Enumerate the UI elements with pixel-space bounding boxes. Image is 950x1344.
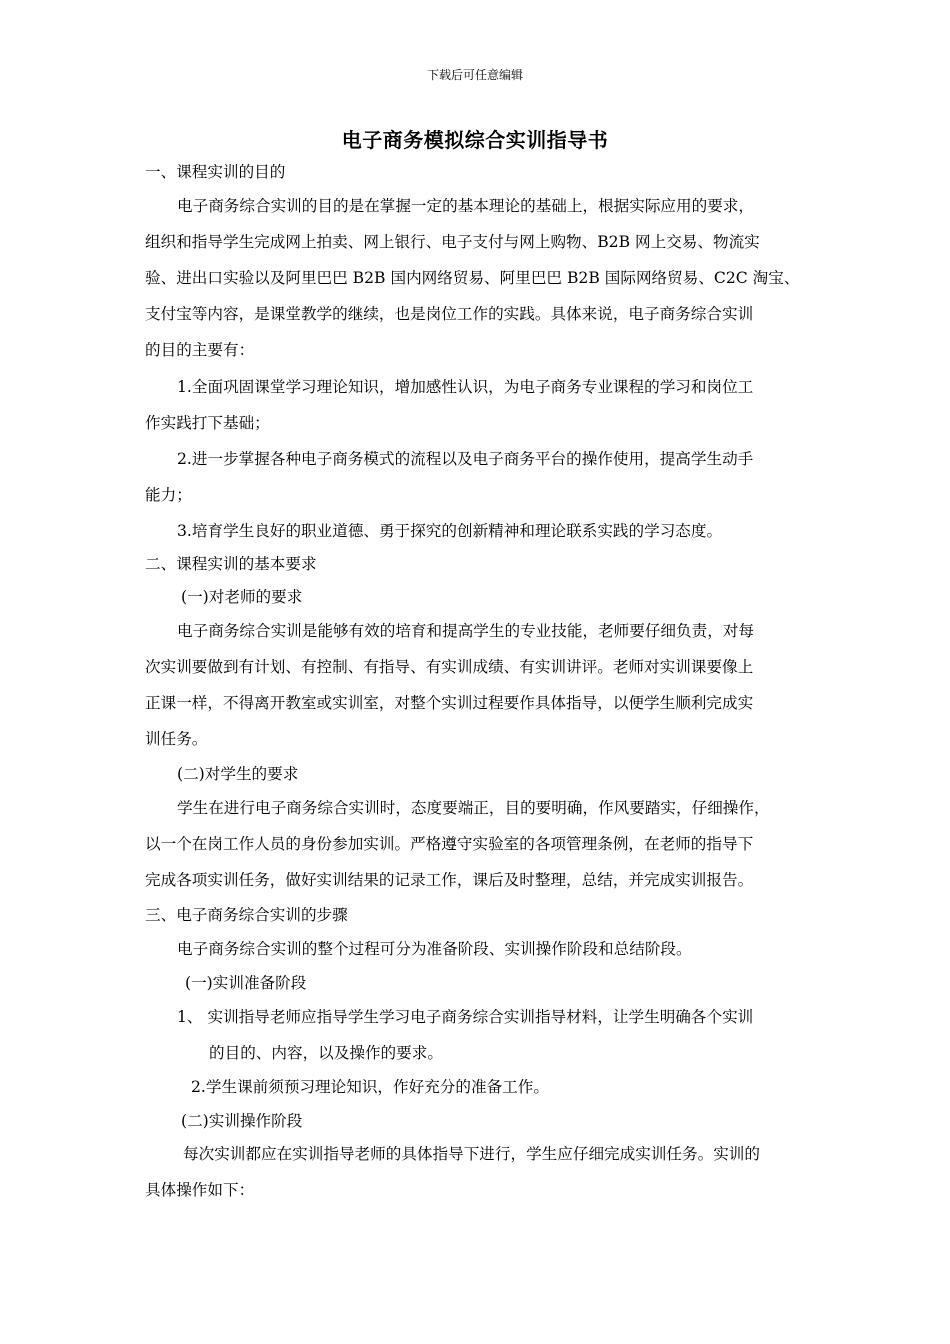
section-heading: 二、课程实训的基本要求	[145, 555, 317, 573]
paragraph-line: 以一个在岗工作人员的身份参加实训。严格遵守实验室的各项管理条例，在老师的指导下	[145, 835, 754, 853]
section-heading: (一)实训准备阶段	[185, 974, 307, 992]
paragraph-line: 每次实训都应在实训指导老师的具体指导下进行，学生应仔细完成实训任务。实训的	[183, 1145, 760, 1163]
paragraph-line: 作实践打下基础；	[145, 414, 270, 432]
paragraph-line: 支付宝等内容，是课堂教学的继续，也是岗位工作的实践。具体来说，电子商务综合实训	[145, 305, 754, 323]
paragraph-line: 的目的主要有：	[145, 341, 255, 359]
paragraph-line: 组织和指导学生完成网上拍卖、网上银行、电子支付与网上购物、B2B 网上交易、物流实	[145, 233, 760, 251]
section-heading: (一)对老师的要求	[181, 588, 303, 606]
paragraph-line: 学生在进行电子商务综合实训时，态度要端正，目的要明确，作风要踏实，仔细操作，	[177, 799, 770, 817]
paragraph-line: 次实训要做到有计划、有控制、有指导、有实训成绩、有实训讲评。老师对实训课要像上	[145, 658, 754, 676]
section-heading: 一、课程实训的目的	[145, 163, 286, 181]
paragraph-line: 2.学生课前须预习理论知识，作好充分的准备工作。	[191, 1078, 549, 1096]
paragraph-line: 能力；	[145, 486, 192, 504]
paragraph-line: 1.全面巩固课堂学习理论知识，增加感性认识，为电子商务专业课程的学习和岗位工	[177, 378, 754, 396]
paragraph-line: 训任务。	[145, 730, 208, 748]
paragraph-line: 电子商务综合实训是能够有效的培育和提高学生的专业技能，老师要仔细负责，对每	[177, 622, 754, 640]
paragraph-line: 2.进一步掌握各种电子商务模式的流程以及电子商务平台的操作使用，提高学生动手	[177, 450, 754, 468]
paragraph-line: 验、进出口实验以及阿里巴巴 B2B 国内网络贸易、阿里巴巴 B2B 国际网络贸易、C2C 淘宝、	[145, 269, 800, 287]
section-heading: 三、电子商务综合实训的步骤	[145, 906, 348, 924]
section-heading: (二)对学生的要求	[177, 765, 299, 783]
section-heading: (二)实训操作阶段	[181, 1112, 303, 1130]
paragraph-line: 具体操作如下：	[145, 1181, 255, 1199]
paragraph-line: 1、 实训指导老师应指导学生学习电子商务综合实训指导材料，让学生明确各个实训	[177, 1008, 754, 1026]
paragraph-line: 电子商务综合实训的目的是在掌握一定的基本理论的基础上，根据实际应用的要求，	[177, 197, 754, 215]
document-title: 电子商务模拟综合实训指导书	[341, 128, 609, 152]
paragraph-line: 的目的、内容，以及操作的要求。	[209, 1044, 443, 1062]
page-header: 下载后可任意编辑	[426, 68, 523, 82]
paragraph-line: 电子商务综合实训的整个过程可分为准备阶段、实训操作阶段和总结阶段。	[177, 940, 692, 958]
paragraph-line: 完成各项实训任务，做好实训结果的记录工作，课后及时整理，总结，并完成实训报告。	[145, 871, 754, 889]
paragraph-line: 正课一样，不得离开教室或实训室，对整个实训过程要作具体指导，以便学生顺利完成实	[145, 694, 754, 712]
paragraph-line: 3.培育学生良好的职业道德、勇于探究的创新精神和理论联系实践的学习态度。	[177, 522, 723, 540]
